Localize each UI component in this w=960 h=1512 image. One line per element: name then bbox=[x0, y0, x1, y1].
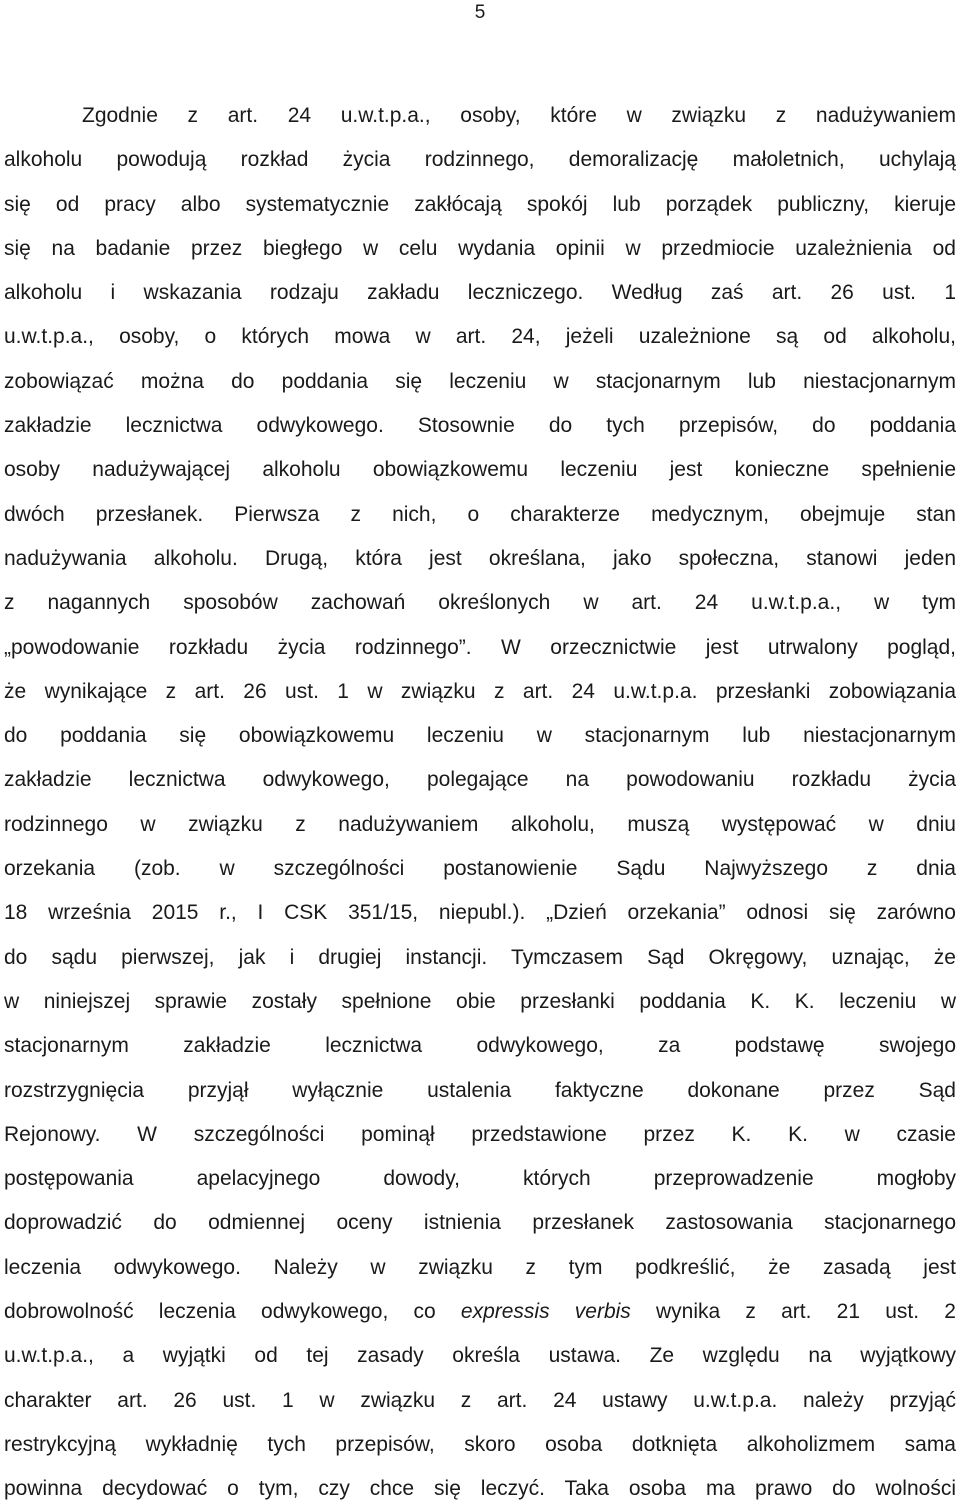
text-line: „powodowanie rozkładu życia rodzinnego”. W orzecznictwie jest utrwalony pogląd, bbox=[4, 635, 956, 659]
text-line: orzekania (zob. w szczególności postanowienie Sądu Najwyższego z dnia bbox=[4, 857, 956, 881]
text-line: alkoholu i wskazania rodzaju zakładu leczniczego. Według zaś art. 26 ust. 1 bbox=[4, 281, 956, 305]
text-line: 18 września 2015 r., I CSK 351/15, niepubl.). „Dzień orzekania” odnosi się zarówno bbox=[4, 901, 956, 925]
text-line: się od pracy albo systematycznie zakłócają spokój lub porządek publiczny, kieruje bbox=[4, 192, 956, 216]
text-line: osoby nadużywającej alkoholu obowiązkowemu leczeniu jest konieczne spełnienie bbox=[4, 458, 956, 482]
text-line: nadużywania alkoholu. Drugą, która jest określana, jako społeczna, stanowi jeden bbox=[4, 546, 956, 570]
text-line: powinna decydować o tym, czy chce się leczyć. Taka osoba ma prawo do wolności bbox=[4, 1477, 956, 1501]
text-line: Rejonowy. W szczególności pominął przedstawione przez K. K. w czasie bbox=[4, 1122, 956, 1146]
text-line: do sądu pierwszej, jak i drugiej instancji. Tymczasem Sąd Okręgowy, uznając, że bbox=[4, 945, 956, 969]
text-line: stacjonarnym zakładzie lecznictwa odwykowego, za podstawę swojego bbox=[4, 1034, 956, 1058]
text-line: dobrowolność leczenia odwykowego, co expressis verbis wynika z art. 21 ust. 2 bbox=[4, 1300, 956, 1324]
text-line: się na badanie przez biegłego w celu wydania opinii w przedmiocie uzależnienia od bbox=[4, 236, 956, 260]
text-line: rodzinnego w związku z nadużywaniem alkoholu, muszą występować w dniu bbox=[4, 812, 956, 836]
text-line: doprowadzić do odmiennej oceny istnienia przesłanek zastosowania stacjonarnego bbox=[4, 1211, 956, 1235]
text-line: alkoholu powodują rozkład życia rodzinnego, demoralizację małoletnich, uchylają bbox=[4, 148, 956, 172]
text-line: charakter art. 26 ust. 1 w związku z art. 24 ustawy u.w.t.p.a. należy przyjąć bbox=[4, 1388, 956, 1412]
text-line: u.w.t.p.a., osoby, o których mowa w art. 24, jeżeli uzależnione są od alkoholu, bbox=[4, 325, 956, 349]
text-line: postępowania apelacyjnego dowody, których przeprowadzenie mogłoby bbox=[4, 1167, 956, 1191]
page-number: 5 bbox=[474, 2, 486, 23]
italic-phrase: expressis verbis bbox=[460, 1300, 631, 1324]
document-body bbox=[4, 94, 956, 1512]
text-line: u.w.t.p.a., a wyjątki od tej zasady określa ustawa. Ze względu na wyjątkowy bbox=[4, 1344, 956, 1368]
text-line: zakładzie lecznictwa odwykowego, polegające na powodowaniu rozkładu życia bbox=[4, 768, 956, 792]
text-line: leczenia odwykowego. Należy w związku z tym podkreślić, że zasadą jest bbox=[4, 1255, 956, 1279]
text-line: że wynikające z art. 26 ust. 1 w związku z art. 24 u.w.t.p.a. przesłanki zobowiązania bbox=[4, 679, 956, 703]
text-line: Zgodnie z art. 24 u.w.t.p.a., osoby, które w związku z nadużywaniem bbox=[82, 104, 956, 127]
text-line: z nagannych sposobów zachowań określonych w art. 24 u.w.t.p.a., w tym bbox=[4, 591, 956, 615]
text-line: restrykcyjną wykładnię tych przepisów, skoro osoba dotknięta alkoholizmem sama bbox=[4, 1432, 956, 1456]
text-line: zakładzie lecznictwa odwykowego. Stosownie do tych przepisów, do poddania bbox=[4, 414, 956, 438]
text-line: zobowiązać można do poddania się leczeniu w stacjonarnym lub niestacjonarnym bbox=[4, 369, 956, 393]
text-line: rozstrzygnięcia przyjął wyłącznie ustalenia faktyczne dokonane przez Sąd bbox=[4, 1078, 956, 1102]
text-line: w niniejszej sprawie zostały spełnione obie przesłanki poddania K. K. leczeniu w bbox=[4, 989, 956, 1013]
text-line: do poddania się obowiązkowemu leczeniu w stacjonarnym lub niestacjonarnym bbox=[4, 724, 956, 748]
text-line: dwóch przesłanek. Pierwsza z nich, o charakterze medycznym, obejmuje stan bbox=[4, 502, 956, 526]
